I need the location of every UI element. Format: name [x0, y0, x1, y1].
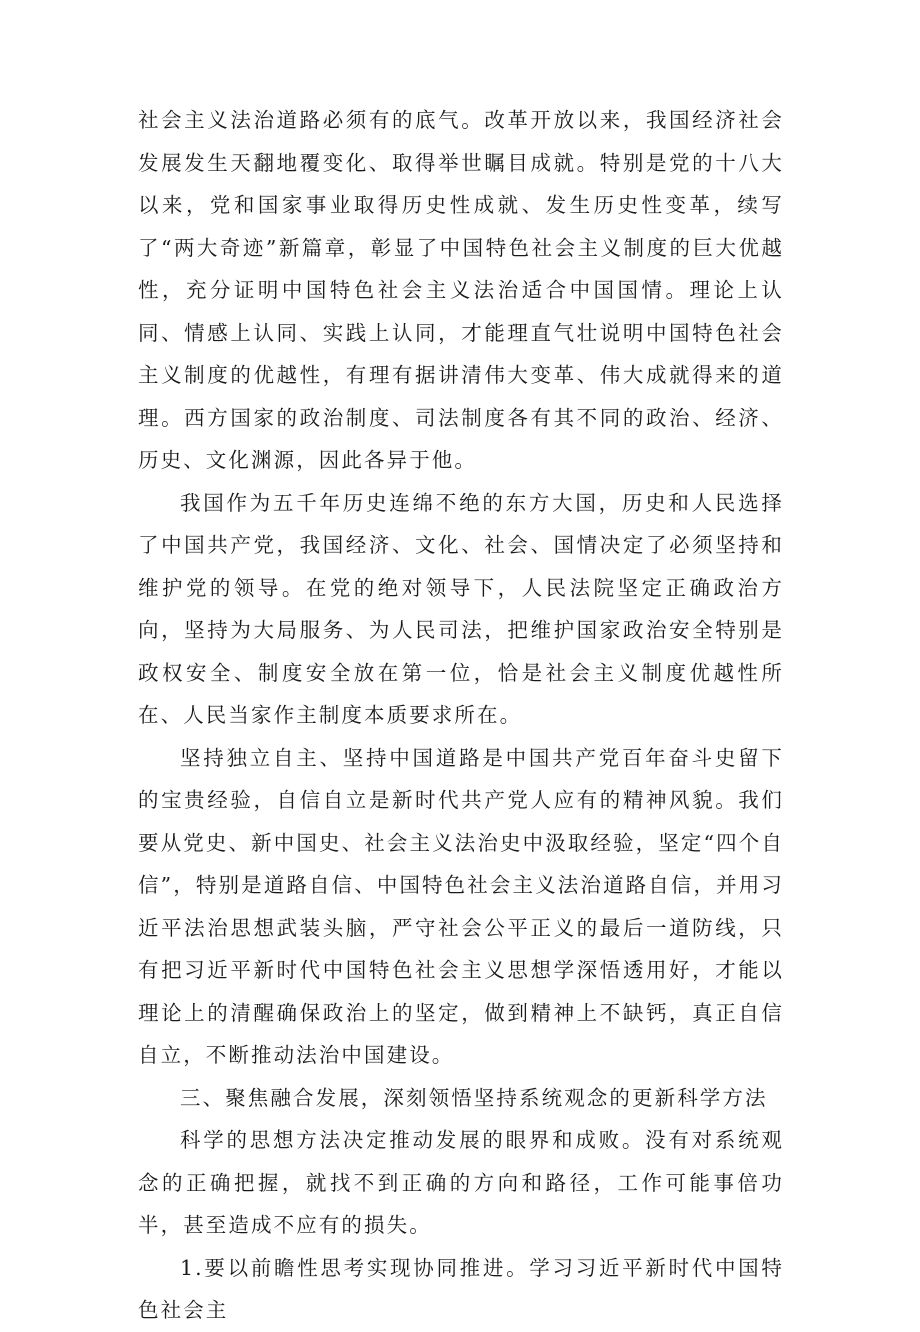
paragraph-scientific-method: 科学的思想方法决定推动发展的眼界和成败。没有对系统观念的正确把握，就找不到正确的方向和路径，工作可能事倍功半，甚至造成不应有的损失。: [138, 1128, 784, 1237]
paragraph-continuation: 社会主义法治道路必须有的底气。改革开放以来，我国经济社会发展发生天翻地覆变化、取得举世瞩目成就。特别是党的十八大以来，党和国家事业取得历史性成就、发生历史性变革，续写了“两大奇迹”新篇章，彰显了中国特色社会主义制度的巨大优越性，充分证明中国特色社会主义法治适合中国国情。理论上认同、情感上认同、实践上认同，才能理直气壮说明中国特色社会主义制度的优越性，有理有据讲清伟大变革、伟大成就得来的道理。西方国家的政治制度、司法制度各有其不同的政治、经济、历史、文化渊源，因此各异于他。: [138, 108, 784, 472]
section-heading: 三、聚焦融合发展，深刻领悟坚持系统观念的更新科学方法: [180, 1085, 768, 1110]
paragraph-self-confidence: 坚持独立自主、坚持中国道路是中国共产党百年奋斗史留下的宝贵经验，自信自立是新时代共产党人应有的精神风貌。我们要从党史、新中国史、社会主义法治史中汲取经验，坚定“四个自信”，特别是道路自信、中国特色社会主义法治道路自信，并用习近平法治思想武装头脑，严守社会公平正义的最后一道防线，只有把习近平新时代中国特色社会主义思想学深悟透用好，才能以理论上的清醒确保政治上的坚定，做到精神上不缺钙，真正自信自立，不断推动法治中国建设。: [138, 745, 784, 1067]
document-page: [138, 99, 784, 1332]
paragraph-party-leadership: 我国作为五千年历史连绵不绝的东方大国，历史和人民选择了中国共产党，我国经济、文化、社会、国情决定了必须坚持和维护党的领导。在党的绝对领导下，人民法院坚定正确政治方向，坚持为大局服务、为人民司法，把维护国家政治安全特别是政权安全、制度安全放在第一位，恰是社会主义制度优越性所在、人民当家作主制度本质要求所在。: [138, 490, 784, 727]
paragraph-item-1: 1.要以前瞻性思考实现协同推进。学习习近平新时代中国特色社会主: [138, 1255, 784, 1322]
